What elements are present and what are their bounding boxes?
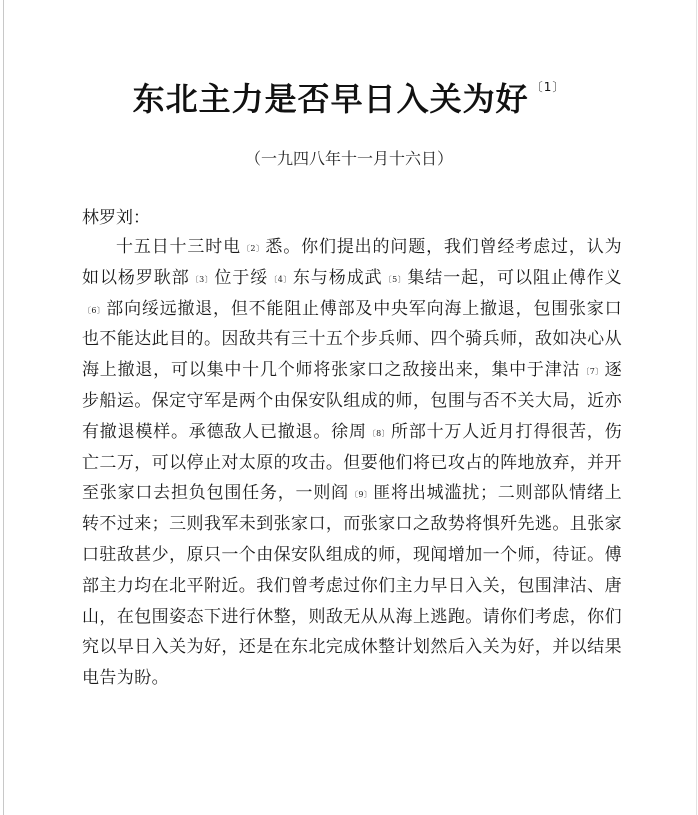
footnote-marker: 〔4〕 [269,274,292,284]
body-segment: 位于绥 [214,267,269,288]
footnote-marker: 〔6〕 [83,305,106,315]
body-segment: 集结一起，可以阻止傅作义 [407,267,623,288]
body-segment: 逐步船运。保定守军是两个由保安队组成的师，包围与否不关大局，近亦有撤退模样。承德敌人已撤退。徐周 [82,360,622,442]
footnote-marker: 〔9〕 [349,490,373,500]
document-date: （一九四八年十一月十六日） [244,149,453,168]
footnote-marker: 〔5〕 [383,274,407,284]
body-segment: 东与杨成武 [292,267,383,288]
body-paragraph [82,232,622,694]
page-edge-left [3,0,4,815]
body-segment: 悉。你们提出的问题，我们曾经考虑过，认为如以杨罗耿部 [82,237,622,288]
footnote-marker: 〔8〕 [367,428,391,438]
body-segment: 匪将出城滥扰；二则部队情绪上转不过来；三则我军未到张家口，而张家口之敌势将惧歼先逃。且张家口驻敌甚少，原只一个由保安队组成的师，现闻增加一个师，待证。傅部主力均在北平附近。我们曾考虑过你们主力早日入关，包围津沽、唐山，在包围姿态下进行休整，则敌无从从海上逃跑。请你们考虑，你们究以早日入关为好，还是在东北完成休整计划然后入关为好，并以结果电告为盼。 [82,483,622,689]
body-segment: 十五日十三时电 [116,237,241,257]
footnote-marker: 〔7〕 [581,367,604,377]
footnote-marker: 〔3〕 [190,274,214,284]
title-footnote-marker: 〔1〕 [530,80,566,94]
footnote-marker: 〔2〕 [241,244,265,253]
salutation: 林罗刘： [82,208,150,228]
page-title [0,74,698,120]
title-text: 东北主力是否早日入关为好 [132,80,529,118]
page-edge-right [696,0,697,815]
body-segment: 所部十万人近月打得很苦，伤亡二万，可以停止对太原的攻击。但要他们将已攻占的阵地放弃，并开至张家口去担负包围任务，一则阎 [82,421,622,504]
body-segment: 部向绥远撤退，但不能阻止傅部及中央军向海上撤退，包围张家口也不能达此目的。因敌共有三十五个步兵师、四个骑兵师，敌如决心从海上撤退，可以集中十几个师将张家口之敌接出来，集中于津沽 [82,298,622,381]
